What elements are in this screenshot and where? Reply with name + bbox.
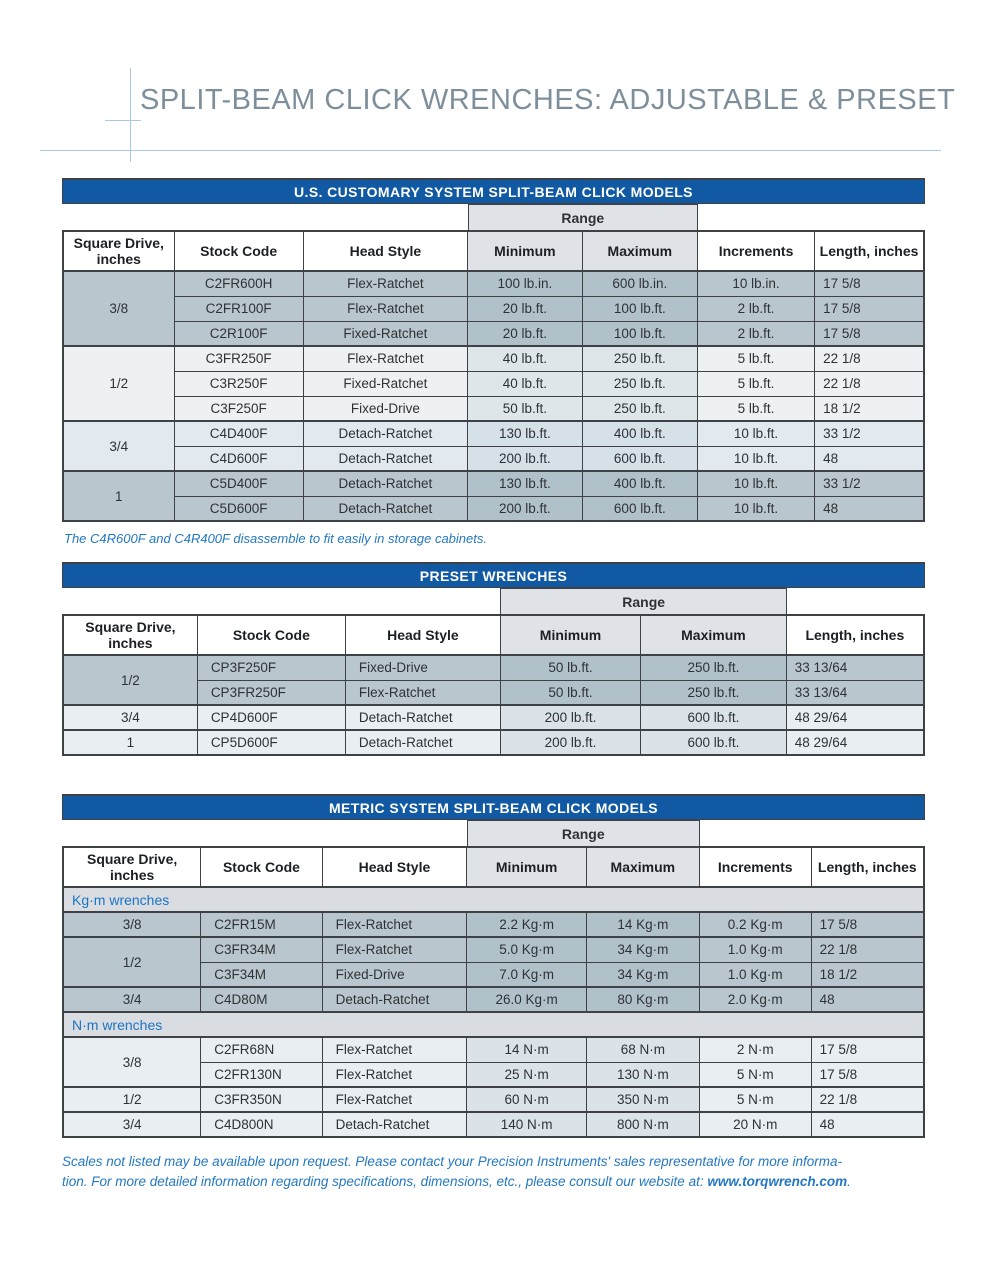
header-head-style: Head Style [303,231,467,271]
cell-minimum: 25 N·m [467,1062,587,1087]
cell-length: 18 1/2 [815,396,924,421]
cell-length: 48 29/64 [786,705,924,730]
cell-length: 17 5/8 [815,321,924,346]
section-label: Kg·m wrenches [63,887,924,912]
page-title: SPLIT-BEAM CLICK WRENCHES: ADJUSTABLE & PRESET [140,84,956,116]
cell-stock-code: C3F250F [174,396,303,421]
cell-stock-code: CP3FR250F [197,680,345,705]
table-row [63,296,924,321]
cell-minimum: 50 lb.ft. [500,680,640,705]
cell-increments: 2.0 Kg·m [699,987,811,1012]
cell-head-style: Detach-Ratchet [322,987,467,1012]
cell-stock-code: C2FR100F [174,296,303,321]
cell-length: 17 5/8 [811,1062,924,1087]
decor-vertical-line [130,68,131,162]
cell-stock-code: C3FR34M [201,937,322,962]
cell-increments: 10 lb.ft. [698,471,815,496]
table-row [63,271,924,296]
header-row [63,847,924,887]
table-row [63,655,924,680]
cell-length: 17 5/8 [811,912,924,937]
header-row [63,615,924,655]
header-minimum: Minimum [467,847,587,887]
cell-head-style: Flex-Ratchet [322,1062,467,1087]
header-head-style: Head Style [322,847,467,887]
cell-stock-code: C2FR15M [201,912,322,937]
table-row [63,346,924,371]
cell-maximum: 800 N·m [586,1112,699,1137]
cell-maximum: 600 lb.ft. [582,496,697,521]
cell-stock-code: C3FR350N [201,1087,322,1112]
cell-minimum: 20 lb.ft. [468,296,583,321]
table-row [63,446,924,471]
cell-minimum: 20 lb.ft. [468,321,583,346]
cell-length: 18 1/2 [811,962,924,987]
cell-length: 17 5/8 [815,296,924,321]
table-banner-preset: PRESET WRENCHES [62,562,925,588]
cell-square-drive: 3/4 [63,987,201,1012]
cell-length: 22 1/8 [811,1087,924,1112]
cell-minimum: 5.0 Kg·m [467,937,587,962]
cell-length: 33 13/64 [786,655,924,680]
cell-head-style: Fixed-Drive [322,962,467,987]
cell-increments: 2 lb.ft. [698,296,815,321]
cell-head-style: Flex-Ratchet [322,1037,467,1062]
cell-head-style: Detach-Ratchet [345,705,500,730]
cell-square-drive: 1/2 [63,937,201,987]
spec-table-preset [62,614,925,756]
cell-increments: 10 lb.ft. [698,421,815,446]
cell-head-style: Flex-Ratchet [322,912,467,937]
cell-length: 33 1/2 [815,471,924,496]
cell-minimum: 140 N·m [467,1112,587,1137]
table-row [63,1112,924,1137]
cell-head-style: Fixed-Ratchet [303,321,467,346]
cell-minimum: 200 lb.ft. [500,705,640,730]
cell-maximum: 250 lb.ft. [582,396,697,421]
header-minimum: Minimum [500,615,640,655]
cell-increments: 5 lb.ft. [698,396,815,421]
cell-minimum: 26.0 Kg·m [467,987,587,1012]
cell-stock-code: C5D400F [174,471,303,496]
header-minimum: Minimum [468,231,583,271]
footer-line-2: tion. For more detailed information regarding specifications, dimensions, etc., please consult our website at: [62,1174,708,1190]
cell-minimum: 200 lb.ft. [500,730,640,755]
cell-maximum: 400 lb.ft. [582,421,697,446]
cell-maximum: 14 Kg·m [586,912,699,937]
cell-stock-code: C3R250F [174,371,303,396]
decor-tick-line [105,120,141,121]
range-spacer [62,820,467,846]
range-header-strip [62,204,925,230]
cell-stock-code: C4D80M [201,987,322,1012]
cell-minimum: 14 N·m [467,1037,587,1062]
cell-stock-code: C3FR250F [174,346,303,371]
cell-minimum: 100 lb.in. [468,271,583,296]
cell-increments: 10 lb.ft. [698,496,815,521]
cell-head-style: Fixed-Drive [345,655,500,680]
cell-length: 48 [811,987,924,1012]
header-head-style: Head Style [345,615,500,655]
cell-minimum: 200 lb.ft. [468,496,583,521]
cell-length: 22 1/8 [811,937,924,962]
table-row [63,396,924,421]
cell-minimum: 130 lb.ft. [468,471,583,496]
cell-increments: 1.0 Kg·m [699,962,811,987]
header-maximum: Maximum [582,231,697,271]
table-row [63,912,924,937]
table-row [63,987,924,1012]
section-row [63,1012,924,1037]
table-banner-us: U.S. CUSTOMARY SYSTEM SPLIT-BEAM CLICK MODELS [62,178,925,204]
table-row [63,937,924,962]
cell-increments: 1.0 Kg·m [699,937,811,962]
tables-area [0,178,989,1138]
range-spacer [62,588,500,614]
section-label: N·m wrenches [63,1012,924,1037]
cell-increments: 2 lb.ft. [698,321,815,346]
cell-stock-code: C3F34M [201,962,322,987]
cell-head-style: Flex-Ratchet [322,1087,467,1112]
cell-minimum: 60 N·m [467,1087,587,1112]
cell-stock-code: C4D400F [174,421,303,446]
header-stock-code: Stock Code [197,615,345,655]
table-row [63,471,924,496]
cell-increments: 5 lb.ft. [698,346,815,371]
footer-note [62,1152,925,1193]
header-stock-code: Stock Code [174,231,303,271]
table-row [63,496,924,521]
cell-minimum: 130 lb.ft. [468,421,583,446]
cell-maximum: 100 lb.ft. [582,321,697,346]
cell-stock-code: CP5D600F [197,730,345,755]
cell-stock-code: CP4D600F [197,705,345,730]
cell-head-style: Fixed-Ratchet [303,371,467,396]
cell-head-style: Fixed-Drive [303,396,467,421]
cell-stock-code: CP3F250F [197,655,345,680]
cell-length: 17 5/8 [811,1037,924,1062]
website-link[interactable]: www.torqwrench.com [707,1174,848,1190]
header-row [63,231,924,271]
footer-line-1: Scales not listed may be available upon request. Please contact your Precision Instruments' sales representative for more informa- [62,1154,842,1169]
header-increments: Increments [698,231,815,271]
table-row [63,421,924,446]
header-increments: Increments [699,847,811,887]
cell-head-style: Flex-Ratchet [322,937,467,962]
table-row [63,371,924,396]
cell-minimum: 50 lb.ft. [500,655,640,680]
cell-head-style: Detach-Ratchet [303,446,467,471]
cell-square-drive: 3/8 [63,1037,201,1087]
cell-maximum: 250 lb.ft. [641,680,787,705]
cell-increments: 10 lb.in. [698,271,815,296]
section-row [63,887,924,912]
cell-maximum: 100 lb.ft. [582,296,697,321]
table-row [63,1087,924,1112]
cell-square-drive: 3/4 [63,1112,201,1137]
cell-stock-code: C2FR68N [201,1037,322,1062]
cell-stock-code: C2R100F [174,321,303,346]
cell-stock-code: C2FR600H [174,271,303,296]
cell-minimum: 7.0 Kg·m [467,962,587,987]
cell-minimum: 40 lb.ft. [468,371,583,396]
range-spacer [62,204,468,230]
cell-maximum: 250 lb.ft. [641,655,787,680]
table-block-us [62,178,925,546]
header-stock-code: Stock Code [201,847,322,887]
cell-length: 33 13/64 [786,680,924,705]
cell-increments: 2 N·m [699,1037,811,1062]
cell-square-drive: 3/8 [63,912,201,937]
cell-length: 22 1/8 [815,346,924,371]
cell-length: 22 1/8 [815,371,924,396]
spec-table-us [62,230,925,522]
table-row [63,730,924,755]
cell-increments: 5 N·m [699,1087,811,1112]
table-row [63,705,924,730]
cell-minimum: 200 lb.ft. [468,446,583,471]
cell-head-style: Flex-Ratchet [303,271,467,296]
cell-minimum: 40 lb.ft. [468,346,583,371]
range-header-strip [62,588,925,614]
cell-maximum: 400 lb.ft. [582,471,697,496]
cell-square-drive: 1/2 [63,1087,201,1112]
table-block-preset [62,562,925,756]
cell-square-drive: 1 [63,730,197,755]
cell-square-drive: 3/4 [63,421,174,471]
table-row [63,1037,924,1062]
cell-head-style: Flex-Ratchet [303,296,467,321]
cell-length: 48 [811,1112,924,1137]
cell-stock-code: C5D600F [174,496,303,521]
header-length: Length, inches [811,847,924,887]
cell-length: 17 5/8 [815,271,924,296]
cell-maximum: 34 Kg·m [586,937,699,962]
header-square-drive: Square Drive, inches [63,231,174,271]
cell-stock-code: C2FR130N [201,1062,322,1087]
table-row [63,321,924,346]
cell-increments: 0.2 Kg·m [699,912,811,937]
range-label: Range [500,588,787,614]
decor-horizontal-rule [40,150,941,151]
cell-head-style: Detach-Ratchet [345,730,500,755]
cell-maximum: 600 lb.ft. [641,730,787,755]
cell-stock-code: C4D600F [174,446,303,471]
cell-maximum: 600 lb.in. [582,271,697,296]
header-length: Length, inches [786,615,924,655]
cell-length: 33 1/2 [815,421,924,446]
cell-square-drive: 1 [63,471,174,521]
cell-head-style: Detach-Ratchet [322,1112,467,1137]
cell-minimum: 50 lb.ft. [468,396,583,421]
cell-maximum: 130 N·m [586,1062,699,1087]
cell-minimum: 2.2 Kg·m [467,912,587,937]
header-length: Length, inches [815,231,924,271]
cell-square-drive: 3/8 [63,271,174,346]
cell-square-drive: 1/2 [63,346,174,421]
masthead [0,0,989,162]
cell-maximum: 600 lb.ft. [641,705,787,730]
cell-increments: 5 N·m [699,1062,811,1087]
table-block-metric [62,794,925,1138]
cell-head-style: Flex-Ratchet [345,680,500,705]
range-label: Range [468,204,698,230]
cell-maximum: 250 lb.ft. [582,371,697,396]
spec-table-metric [62,846,925,1138]
cell-head-style: Detach-Ratchet [303,496,467,521]
cell-square-drive: 1/2 [63,655,197,705]
cell-length: 48 [815,496,924,521]
table-footnote-us: The C4R600F and C4R400F disassemble to fit easily in storage cabinets. [64,531,487,546]
cell-maximum: 600 lb.ft. [582,446,697,471]
header-maximum: Maximum [641,615,787,655]
cell-length: 48 [815,446,924,471]
range-header-strip [62,820,925,846]
cell-increments: 5 lb.ft. [698,371,815,396]
cell-maximum: 80 Kg·m [586,987,699,1012]
cell-head-style: Detach-Ratchet [303,471,467,496]
cell-maximum: 350 N·m [586,1087,699,1112]
header-square-drive: Square Drive, inches [63,615,197,655]
table-banner-metric: METRIC SYSTEM SPLIT-BEAM CLICK MODELS [62,794,925,820]
cell-stock-code: C4D800N [201,1112,322,1137]
header-maximum: Maximum [586,847,699,887]
cell-head-style: Detach-Ratchet [303,421,467,446]
footer-period: . [847,1174,851,1190]
range-label: Range [467,820,700,846]
cell-maximum: 68 N·m [586,1037,699,1062]
header-square-drive: Square Drive, inches [63,847,201,887]
cell-square-drive: 3/4 [63,705,197,730]
cell-maximum: 34 Kg·m [586,962,699,987]
cell-length: 48 29/64 [786,730,924,755]
cell-head-style: Flex-Ratchet [303,346,467,371]
cell-increments: 10 lb.ft. [698,446,815,471]
cell-increments: 20 N·m [699,1112,811,1137]
cell-maximum: 250 lb.ft. [582,346,697,371]
